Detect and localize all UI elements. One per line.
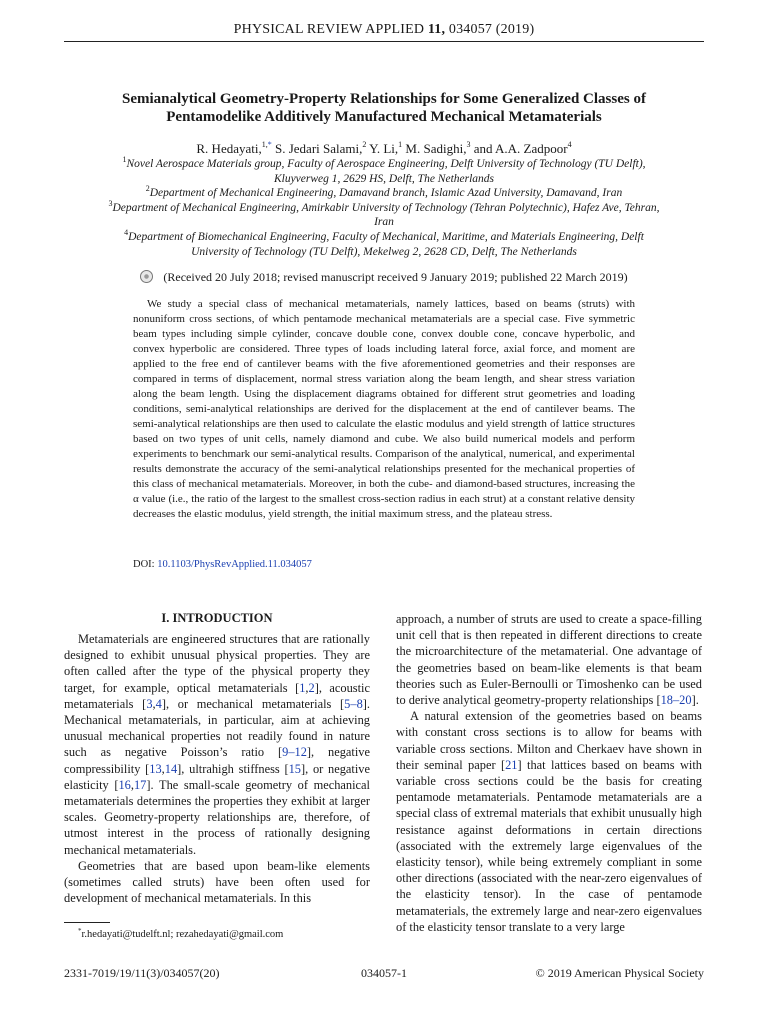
affiliation-number: 4: [124, 227, 129, 237]
header-rule: [64, 41, 704, 42]
body-text: ] that lattices based on beams with variable cross sections could be the basis for creating pentamode metamaterials. Pentamode metamaterials are a special class of extremal materials that exhibit unusually high resistance against deformations in certain directions (associated with the extremely large eigenvalues of the elasticity tensor), while being extremely compliant in some other directions (associated with the near-zero eigenvalues of the elasticity tensor). In the case of pentamode metamaterials, the extremely large and near-zero eigenvalues of the elasticity tensor translate to a very large: [396, 757, 703, 934]
author-affil-mark: 1,: [261, 140, 268, 149]
footnote-email[interactable]: r.hedayati@tudelft.nl; rezahedayati@gmail.com: [81, 929, 284, 940]
body-text: ], ultrahigh stiffness [: [177, 761, 289, 776]
citation-link[interactable]: 18–20: [660, 693, 692, 708]
affiliation-text: Department of Biomechanical Engineering, Faculty of Mechanical, Maritime, and Materials Engineering, Delft University of Technology (TU Delft), Mekelweg 2, 2628 CD, Delft, The Netherlands: [128, 230, 644, 258]
affiliation-number: 3: [108, 198, 113, 208]
author-name: R. Hedayati,: [196, 141, 262, 156]
affiliation-number: 2: [145, 184, 150, 194]
author-name: Y. Li,: [366, 141, 399, 156]
body-text: ], or negative elasticity [: [64, 761, 371, 792]
body-text: A natural extension of the geometries based on beams with constant cross sections is to allow for beams with variable cross sections. Milton and Cherkaev have shown in their seminal paper [: [396, 709, 702, 772]
citation-link[interactable]: 13: [149, 761, 162, 776]
citation-link[interactable]: 3: [146, 696, 153, 711]
author-affil-mark: 4: [567, 140, 572, 149]
citation-link[interactable]: 5–8: [344, 696, 363, 711]
citation-link[interactable]: 16: [118, 777, 131, 792]
body-text: ]. The small-scale geometry of mechanical metamaterials determines the properties they exhibit at larger scales. Geometry-property relationships are, therefore, of utmost interest in the process of rationally designing mechanical metamaterials.: [64, 777, 371, 857]
footnote-rule: [64, 922, 110, 923]
body-text: ], or mechanical metamaterials [: [161, 696, 345, 711]
received-text: (Received 20 July 2018; revised manuscript received 9 January 2019; published 22 March 2019): [163, 270, 628, 284]
paper-title: [84, 91, 684, 126]
corresponding-author-mark[interactable]: *: [267, 140, 272, 149]
body-paragraph: [64, 631, 370, 858]
author-list: [64, 141, 704, 157]
affiliation-text: Novel Aerospace Materials group, Faculty of Aerospace Engineering, Delft University of Technology (TU Delft), Kluyverweg 1, 2629 HS, Delft, The Netherlands: [126, 158, 646, 185]
body-text: approach, a number of struts are used to create a space-filling unit cell that is then repeated in different directions to create the microarchitecture of the metamaterial. One advantage of the geometries based on beam-like elements is that beam theories such as Euler-Bernoulli or Timoshenko can be used to derive analytical geometry-property relationships [: [396, 612, 702, 708]
body-text: ], negative compressibility [: [64, 745, 370, 776]
article-number: 034057 (2019): [448, 22, 535, 37]
copyright: © 2019 American Physical Society: [535, 966, 704, 980]
affiliation-number: 1: [122, 155, 127, 164]
citation-link[interactable]: 1: [299, 680, 306, 695]
body-paragraph: [396, 708, 702, 935]
citation-link[interactable]: 21: [505, 757, 518, 772]
doi-label: DOI:: [133, 559, 155, 570]
affiliation: [100, 186, 668, 201]
affiliation-text: Department of Mechanical Engineering, Amirkabir University of Technology (Tehran Polytechnic), Hafez Ave, Tehran, Iran: [112, 201, 660, 229]
check-for-updates-icon[interactable]: [140, 270, 153, 283]
body-paragraph: [396, 611, 702, 708]
author-affil-mark: 3: [466, 140, 471, 149]
body-text: ,: [161, 761, 165, 776]
body-paragraph: [64, 858, 370, 907]
page-number: 034057-1: [361, 966, 407, 980]
running-header: [64, 22, 704, 38]
citation-link[interactable]: 17: [133, 777, 147, 792]
citation-link[interactable]: 9–12: [282, 745, 307, 760]
body-text: ,: [152, 696, 156, 711]
body-text: ,: [130, 777, 134, 792]
affiliation-text: Department of Mechanical Engineering, Damavand branch, Islamic Azad University, Damavand, Iran: [149, 187, 623, 200]
citation-link[interactable]: 15: [288, 761, 301, 776]
body-text: ], acoustic metamaterials [: [64, 680, 370, 711]
journal-name: PHYSICAL REVIEW APPLIED: [233, 22, 425, 37]
abstract: We study a special class of mechanical metamaterials, namely lattices, based on beams (struts) with nonuniform cross sections, of which pentamode mechanical metamaterials are a special case. Five symmetric beam types including simple cylinder, concave double cone, convex double cone, concave hyperbolic, and convex hyperbolic are considered. Three types of loads including lateral force, axial force, and moment are applied to the free end of cantilever beams with the five aforementioned geometries and their responses are compared in terms of displacement, normal stress variation along the beam length, and shear stress variation along the beam length. Using the displacement diagrams obtained for different strut geometries and loading conditions, semi-analytical relationships are derived for the displacement at the end of cantilever beams. The semi-analytical relationships are then used to calculate the elastic modulus and yield strength of lattice structures based on two types of unit cells, namely diamond and cube. We also build numerical models and perform experiments to benchmark our semi-analytical results. Comparison of the analytical, numerical, and experimental results demonstrate the accuracy of the semi-analytical relationships presented for the mechanical properties of this class of mechanical metamaterials. Moreover, in both the cube- and diamond-based structures, increasing the α value (i.e., the ratio of the largest to the smallest cross-section radius in each strut) at a constant relative density decreases the elastic modulus, yield strength, the initial maximum stress, and the plateau stress.: [133, 298, 635, 520]
doi-link[interactable]: 10.1103/PhysRevApplied.11.034057: [157, 559, 312, 570]
body-text: ].: [691, 693, 699, 708]
affiliation-list: [100, 157, 668, 259]
affiliation: [100, 198, 668, 230]
doi: [133, 559, 312, 570]
author-name: S. Jedari Salami,: [271, 141, 363, 156]
footnote-mark: *: [78, 927, 82, 935]
body-text: Geometries that are based upon beam-like elements (sometimes called struts) have been often used for development of mechanical metamaterials. In this: [64, 858, 370, 906]
title-line-2: Pentamodelike Additively Manufactured Mechanical Metamaterials: [166, 108, 602, 125]
received-dates: [64, 270, 704, 285]
author-affil-mark: 2: [362, 140, 367, 149]
affiliation: [100, 227, 668, 259]
citation-link[interactable]: 2: [308, 680, 315, 695]
citation-link[interactable]: 4: [155, 696, 162, 711]
left-column: [64, 631, 370, 906]
body-text: ,: [305, 680, 309, 695]
footnote: [78, 929, 283, 940]
right-column: [396, 611, 702, 935]
body-text: ]. Mechanical metamaterials, in particular, aim at achieving unusual mechanical properties not readily found in nature such as negative Poisson’s ratio [: [64, 696, 370, 760]
journal-volume: 11,: [427, 22, 446, 37]
citation-link[interactable]: 14: [164, 761, 178, 776]
author-name: and A.A. Zadpoor: [470, 141, 568, 156]
title-line-1: Semianalytical Geometry-Property Relationships for Some Generalized Classes of: [122, 91, 646, 107]
body-text: Metamaterials are engineered structures that are rationally designed to exhibit unusual physical properties. They are often called after the type of the physical property they target, for example, optical metamaterials [: [64, 632, 370, 695]
affiliation: [100, 157, 668, 186]
author-name: M. Sadighi,: [402, 141, 467, 156]
footer-code: 2331-7019/19/11(3)/034057(20): [64, 966, 220, 980]
section-heading: I. INTRODUCTION: [161, 611, 273, 625]
author-affil-mark: 1: [398, 140, 403, 149]
